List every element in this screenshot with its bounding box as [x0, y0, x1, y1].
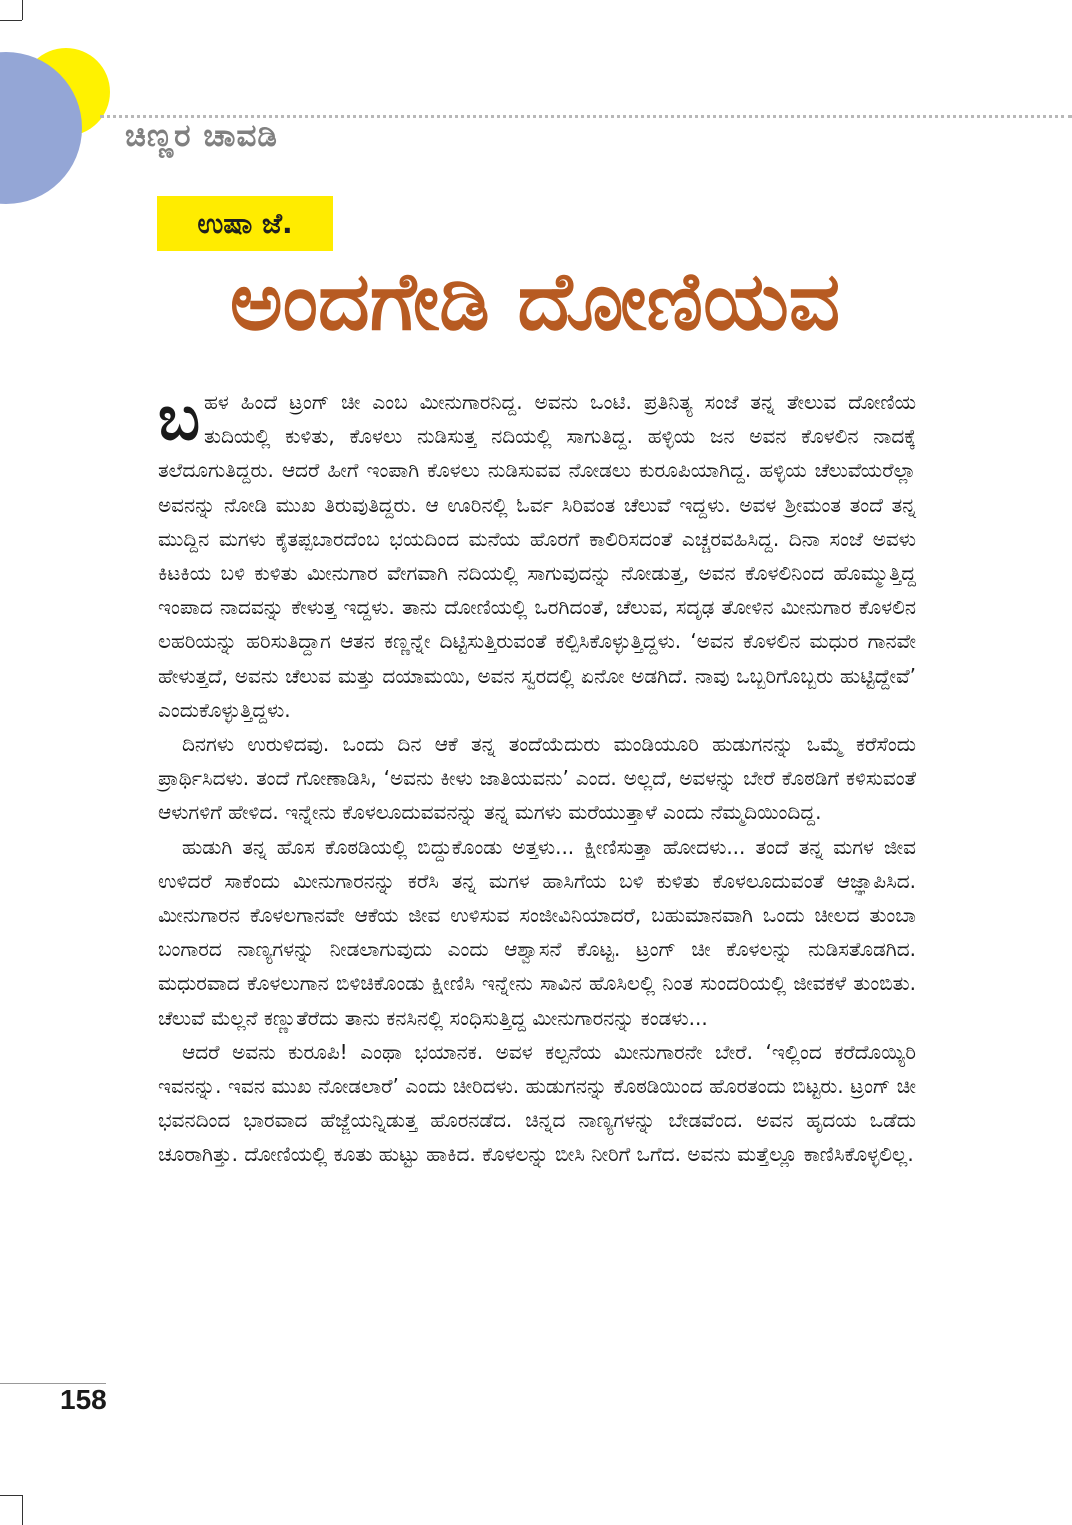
section-title: ಚಿಣ್ಣರ ಚಾವಡಿ — [125, 118, 278, 154]
decorative-circles — [0, 0, 120, 210]
author-badge — [157, 196, 333, 251]
page-number: 158 — [60, 1384, 107, 1415]
story-paragraph: ಆದರೆ ಅವನು ಕುರೂಪಿ! ಎಂಥಾ ಭಯಾನಕ. ಅವಳ ಕಲ್ಪನೆಯ ಮೀನುಗಾರನೇ ಬೇರೆ. ‘ಇಲ್ಲಿಂದ ಕರೆದೊಯ್ಯಿರಿ ಇವನನ್ನು. ಇವನ ಮುಖ ನೋಡಲಾರೆ’ ಎಂದು ಚೀರಿದಳು. ಹುಡುಗನನ್ನು ಕೊಠಡಿಯಿಂದ ಹೊರತಂದು ಬಿಟ್ಟರು. ಟ್ರಂಗ್ ಚೀ ಭವನದಿಂದ ಭಾರವಾದ ಹೆಜ್ಜೆಯನ್ನಿಡುತ್ತ ಹೊರನಡೆದ. ಚಿನ್ನದ ನಾಣ್ಯಗಳನ್ನು ಬೇಡವೆಂದ. ಅವನ ಹೃದಯ ಒಡೆದು ಚೂರಾಗಿತ್ತು. ದೋಣಿಯಲ್ಲಿ ಕೂತು ಹುಟ್ಟು ಹಾಕಿದ. ಕೊಳಲನ್ನು ಬೀಸಿ ನೀರಿಗೆ ಒಗೆದ. ಅವನು ಮತ್ತೆಲ್ಲೂ ಕಾಣಿಸಿಕೊಳ್ಳಲಿಲ್ಲ. — [158, 1039, 916, 1167]
story-body — [158, 381, 916, 1172]
crop-mark-bottom-left-h — [0, 1495, 22, 1496]
paragraph-text: ಹಳ ಹಿಂದೆ ಟ್ರಂಗ್ ಚೀ ಎಂಬ ಮೀನುಗಾರನಿದ್ದ. ಅವನು ಒಂಟಿ. ಪ್ರತಿನಿತ್ಯ ಸಂಜೆ ತನ್ನ ತೇಲುವ ದೋಣಿಯ ತುದಿಯಲ್ಲಿ ಕುಳಿತು, ಕೊಳಲು ನುಡಿಸುತ್ತ ನದಿಯಲ್ಲಿ ಸಾಗುತಿದ್ದ. ಹಳ್ಳಿಯ ಜನ ಅವನ ಕೊಳಲಿನ ನಾದಕ್ಕೆ ತಲೆದೂಗುತಿದ್ದರು. ಆದರೆ ಹೀಗೆ ಇಂಪಾಗಿ ಕೊಳಲು ನುಡಿಸುವವ ನೋಡಲು ಕುರೂಪಿಯಾಗಿದ್ದ. ಹಳ್ಳಿಯ ಚೆಲುವೆಯರೆಲ್ಲಾ ಅವನನ್ನು ನೋಡಿ ಮುಖ ತಿರುವುತಿದ್ದರು. ಆ ಊರಿನಲ್ಲಿ ಓರ್ವ ಸಿರಿವಂತ ಚೆಲುವೆ ಇದ್ದಳು. ಅವಳ ಶ್ರೀಮಂತ ತಂದೆ ತನ್ನ ಮುದ್ದಿನ ಮಗಳು ಕೈತಪ್ಪಬಾರದೆಂಬ ಭಯದಿಂದ ಮನೆಯ ಹೊರಗೆ ಕಾಲಿರಿಸದಂತೆ ಎಚ್ಚರವಹಿಸಿದ್ದ. ದಿನಾ ಸಂಜೆ ಅವಳು ಕಿಟಕಿಯ ಬಳಿ ಕುಳಿತು ಮೀನುಗಾರ ವೇಗವಾಗಿ ನದಿಯಲ್ಲಿ ಸಾಗುವುದನ್ನು ನೋಡುತ್ತ, ಅವನ ಕೊಳಲಿನಿಂದ ಹೊಮ್ಮುತ್ತಿದ್ದ ಇಂಪಾದ ನಾದವನ್ನು ಕೇಳುತ್ತ ಇದ್ದಳು. ತಾನು ದೋಣಿಯಲ್ಲಿ ಒರಗಿದಂತೆ, ಚೆಲುವ, ಸದೃಢ ತೋಳಿನ ಮೀನುಗಾರ ಕೊಳಲಿನ ಲಹರಿಯನ್ನು ಹರಿಸುತಿದ್ದಾಗ ಆತನ ಕಣ್ಣನ್ನೇ ದಿಟ್ಟಿಸುತ್ತಿರುವಂತೆ ಕಲ್ಪಿಸಿಕೊಳ್ಳುತ್ತಿದ್ದಳು. ‘ಅವನ ಕೊಳಲಿನ ಮಧುರ ಗಾನವೇ ಹೇಳುತ್ತದೆ, ಅವನು ಚೆಲುವ ಮತ್ತು ದಯಾಮಯಿ, ಅವನ ಸ್ವರದಲ್ಲಿ ಏನೋ ಅಡಗಿದೆ. ನಾವು ಒಬ್ಬರಿಗೊಬ್ಬರು ಹುಟ್ಟಿದ್ದೇವೆ’ ಎಂದುಕೊಳ್ಳುತ್ತಿದ್ದಳು. — [158, 390, 916, 722]
author-name: ಉಷಾ ಜೆ. — [197, 206, 293, 240]
story-paragraph — [158, 381, 916, 727]
story-paragraph: ದಿನಗಳು ಉರುಳಿದವು. ಒಂದು ದಿನ ಆಕೆ ತನ್ನ ತಂದೆಯೆದುರು ಮಂಡಿಯೂರಿ ಹುಡುಗನನ್ನು ಒಮ್ಮೆ ಕರೆಸೆಂದು ಪ್ರಾರ್ಥಿಸಿದಳು. ತಂದೆ ಗೋಣಾಡಿಸಿ, ‘ಅವನು ಕೀಳು ಜಾತಿಯವನು’ ಎಂದ. ಅಲ್ಲದೆ, ಅವಳನ್ನು ಬೇರೆ ಕೊಠಡಿಗೆ ಕಳಿಸುವಂತೆ ಆಳುಗಳಿಗೆ ಹೇಳಿದ. ಇನ್ನೇನು ಕೊಳಲೂದುವವನನ್ನು ತನ್ನ ಮಗಳು ಮರೆಯುತ್ತಾಳೆ ಎಂದು ನೆಮ್ಮದಿಯಿಂದಿದ್ದ. — [158, 732, 916, 825]
story-title: ಅಂದಗೇಡಿ ದೋಣಿಯವ — [229, 255, 841, 348]
crop-mark-bottom-left — [22, 1495, 23, 1525]
drop-cap: ಬ — [158, 381, 200, 454]
story-paragraph: ಹುಡುಗಿ ತನ್ನ ಹೊಸ ಕೊಠಡಿಯಲ್ಲಿ ಬಿದ್ದುಕೊಂಡು ಅತ್ತಳು... ಕ್ಷೀಣಿಸುತ್ತಾ ಹೋದಳು... ತಂದೆ ತನ್ನ ಮಗಳ ಜೀವ ಉಳಿದರೆ ಸಾಕೆಂದು ಮೀನುಗಾರನನ್ನು ಕರೆಸಿ ತನ್ನ ಮಗಳ ಹಾಸಿಗೆಯ ಬಳಿ ಕುಳಿತು ಕೊಳಲೂದುವಂತೆ ಆಜ್ಞಾಪಿಸಿದ. ಮೀನುಗಾರನ ಕೊಳಲಗಾನವೇ ಆಕೆಯ ಜೀವ ಉಳಿಸುವ ಸಂಜೀವಿನಿಯಾದರೆ, ಬಹುಮಾನವಾಗಿ ಒಂದು ಚೀಲದ ತುಂಬಾ ಬಂಗಾರದ ನಾಣ್ಯಗಳನ್ನು ನೀಡಲಾಗುವುದು ಎಂದು ಆಶ್ವಾಸನೆ ಕೊಟ್ಟ. ಟ್ರಂಗ್ ಚೀ ಕೊಳಲನ್ನು ನುಡಿಸತೊಡಗಿದ. ಮಧುರವಾದ ಕೊಳಲುಗಾನ ಬಿಳಿಚಿಕೊಂಡು ಕ್ಷೀಣಿಸಿ ಇನ್ನೇನು ಸಾವಿನ ಹೊಸಿಲಲ್ಲಿ ನಿಂತ ಸುಂದರಿಯಲ್ಲಿ ಜೀವಕಳೆ ತುಂಬಿತು. ಚೆಲುವೆ ಮೆಲ್ಲನೆ ಕಣ್ಣುತೆರೆದು ತಾನು ಕನಸಿನಲ್ಲಿ ಸಂಧಿಸುತ್ತಿದ್ದ ಮೀನುಗಾರನನ್ನು ಕಂಡಳು... — [158, 834, 916, 1030]
